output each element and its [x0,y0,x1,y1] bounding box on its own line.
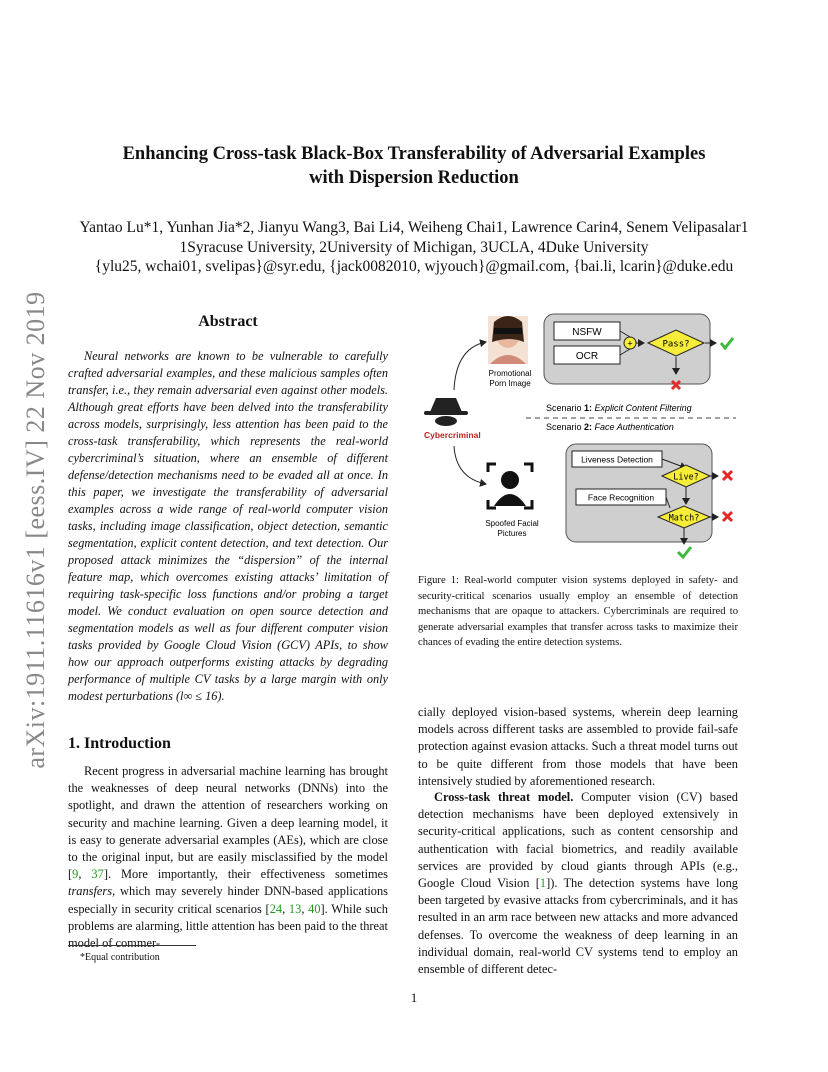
intro-text-b: ]. More importantly, their effectiveness sometimes [103,867,388,882]
right-text-a: Computer vision (CV) based detection mechanisms have been deployed extensively in security-critical applications, such as content censorship and authentication with facial biometrics, and readily available services are provided by cloud giants through APIs (e.g., Google Cloud Vision [ [418,790,739,891]
liveness-label: Liveness Detection [581,454,653,465]
cybercriminal-label: Cybercriminal [424,430,481,440]
figure-caption [418,573,738,651]
intro-text-d: ]. While such problems are alarming, little attention has been paid to the threat model of commer- [68,901,388,951]
spoofed-label-2: Pictures [497,529,527,538]
intro-text-c: , which may severely hinder DNN-based applications especially in security critical scenarios [ [68,884,388,916]
citation-link[interactable]: 9 [72,867,79,882]
abstract-text: Neural networks are known to be vulnerable to carefully crafted adversarial examples, and these malicious samples often transfer, i.e., they remain adversarial even against other models. Although great efforts have been delved into the transferability across models, surprisingly, less attention has been paid to the cross-task transferability, which represents the real-world cybercriminal’s situation, where an ensemble of different defense/detection mechanisms need to be evaded all at once. In this paper, we investigate the transferability of adversarial examples across a wide range of real-world computer vision tasks, including image classification, object detection, semantic segmentation, explicit content detection, and text detection. Our proposed attack minimizes the “dispersion” of the internal feature map, which overcomes existing attacks’ limitation of requiring task-specific loss functions and/or probing a target model. We conduct evaluation on open source detection and segmentation models as well as four different computer vision tasks provided by Google Cloud Vision (GCV) APIs, to show how our approach outperforms existing attacks by degrading performance of multiple CV tasks by a large margin with only modest perturbations (l∞ ≤ 16). [68,349,388,703]
match-label: Match? [668,513,700,524]
ocr-label: OCR [575,351,599,362]
page-number: 1 [410,990,418,1005]
pass-label: Pass? [662,339,690,350]
face-recognition-label: Face Recognition [587,492,655,503]
arxiv-identifier: arXiv:1911.11616v1 [eess.IV] 22 Nov 2019 [21,291,50,769]
promo-label-2: Porn Image [489,379,531,388]
footnote: *Equal contribution [80,952,160,963]
arxiv-sidebar [16,280,56,780]
author-block [60,218,768,277]
intro-paragraph: Recent progress in adversarial machine learning has brought the weaknesses of deep neural networks (DNNs) into the spotlight, and drawn the attention of researchers working on security and machine learning. Given a deep learning model, it is easy to generate adversarial examples (AEs), which are close to the original input, but are easily misclassified by the model [9, 37]. More importantly, their effectiveness sometimes transfers, which may severely hinder DNN-based applications especially in security critical scenarios [24, 13, 40]. While such problems are alarming, little attention has been paid to the threat model of commer- [68,764,388,951]
title-line-2: with Dispersion Reduction [309,168,519,188]
author-names: Yantao Lu*1, Yunhan Jia*2, Jianyu Wang3, Bai Li4, Weiheng Chai1, Lawrence Carin4, Senem Velipasalar1 [79,219,749,236]
spoofed-label-1: Spoofed Facial [485,519,539,528]
author-affiliations: 1Syracuse University, 2University of Michigan, 3UCLA, 4Duke University [179,238,649,256]
paragraph-heading: Cross-task threat model. [434,790,574,804]
scenario2-label: Scenario 2: Face Authentication [546,422,674,432]
figure-1 [416,308,746,568]
cross-icon [723,512,732,521]
title-line-1: Enhancing Cross-task Black-Box Transferability of Adversarial Examples [122,144,706,164]
abstract-heading: Abstract [198,313,258,330]
citation-link[interactable]: 24 [269,901,283,916]
citation-link[interactable]: 37 [91,867,104,882]
plus-label: + [627,338,633,349]
caption-text: Real-world computer vision systems deployed in safety- and security-critical scenarios usually employ an ensemble of detection mechanisms that are opaque to attackers. Cybercriminals are required to generate adversarial examples that transfer across tasks to maximize their chances of evading the entire detection systems. [418,575,738,648]
right-text-b: ]). The detection systems have long been targeted by evasive attacks from cybercriminals, and it has resulted in an arm race between new attacks and more advanced defenses. To overcome the weakness of deep learning in an individual domain, real-world CV systems tend to employ an ensemble of different detec- [418,876,738,977]
cross-icon [723,471,732,480]
right-column-paragraph-2 [418,789,738,978]
citation-link[interactable]: 13 [288,901,302,916]
intro-emphasis: transfers [68,884,113,899]
paper-title [60,142,768,190]
promo-label-1: Promotional [488,369,532,378]
promo-image [488,316,528,364]
spoofed-face-icon [488,464,532,508]
author-emails: {ylu25, wchai01, svelipas}@syr.edu, {jack0082010, wjyouch}@gmail.com, {bai.li, lcarin}@duke.edu [94,258,734,275]
intro-heading: 1. Introduction [68,735,171,752]
live-label: Live? [673,472,699,483]
right-column-paragraph-1: cially deployed vision-based systems, wherein deep learning models across different tasks are assembled to provide fail-safe protection against evasion attacks. Such a threat model turns out to be quite different from those models that have been intensively studied by aforementioned research. [418,705,738,788]
citation-link[interactable]: 1 [539,876,547,891]
scenario1-label: Scenario 1: Explicit Content Filtering [546,403,692,413]
cybercriminal-icon [424,398,468,426]
check-icon [678,547,691,557]
citation-link[interactable]: 40 [308,901,321,916]
footnote-rule [68,945,196,946]
check-icon [721,338,733,348]
figure-diagram [416,308,746,568]
intro-text-a: Recent progress in adversarial machine learning has brought the weaknesses of deep neural networks (DNNs) into the spotlight, and drawn the attention of researchers working on security and machine learning. Given a deep learning model, it is easy to generate adversarial examples (AEs), which are close to the original input, but are easily misclassified by the model [ [68,764,388,882]
caption-label: Figure 1: [418,575,459,586]
nsfw-label: NSFW [572,327,602,338]
